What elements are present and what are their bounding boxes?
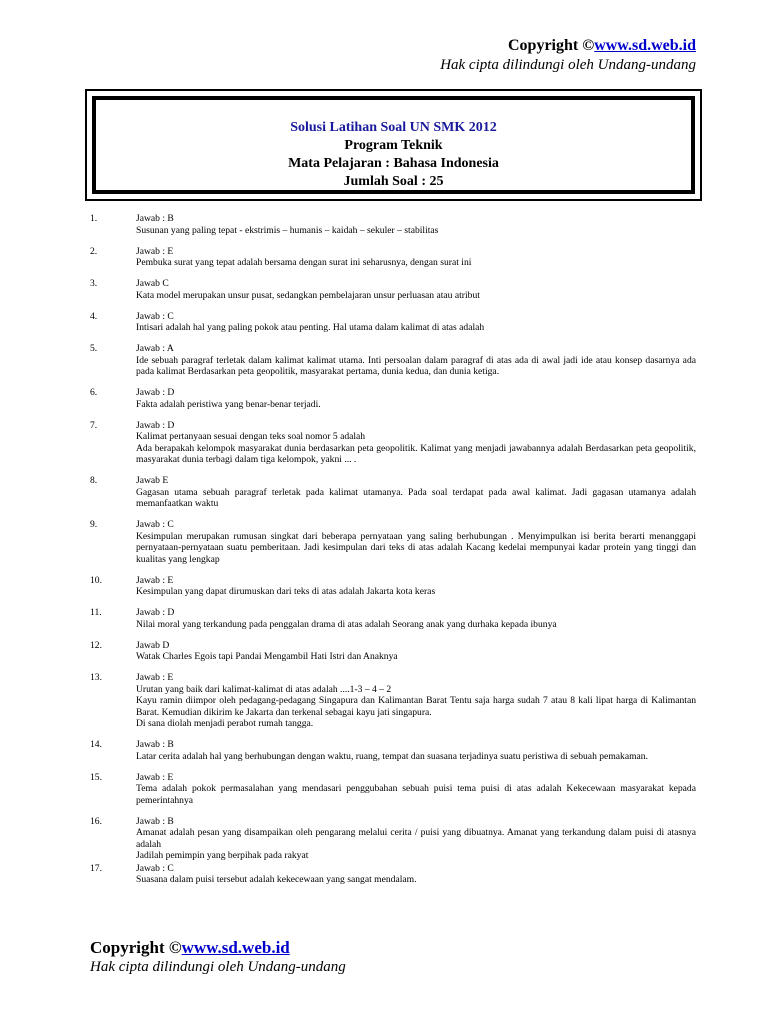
list-item xyxy=(90,772,696,807)
item-body xyxy=(136,387,696,410)
item-body xyxy=(136,475,696,510)
item-number: 16. xyxy=(90,815,102,827)
item-explanation: Nilai moral yang terkandung pada penggalan drama di atas adalah Seorang anak yang durhaka kepada ibunya xyxy=(136,618,557,630)
item-number: 1. xyxy=(90,213,98,224)
item-number: 13. xyxy=(90,672,102,683)
item-number: 10. xyxy=(90,574,102,586)
item-number: 17. xyxy=(90,862,102,874)
item-body xyxy=(136,772,696,807)
doc-title: Solusi Latihan Soal UN SMK 2012 xyxy=(290,120,497,135)
list-item xyxy=(90,816,696,862)
item-answer: Jawab : B xyxy=(136,213,174,224)
item-body xyxy=(136,420,696,466)
item-body xyxy=(136,640,696,663)
item-explanation: Watak Charles Egois tapi Pandai Mengambil Hati Istri dan Anaknya xyxy=(136,651,398,662)
item-body xyxy=(136,816,696,862)
item-explanation: Intisari adalah hal yang paling pokok atau penting. Hal utama dalam kalimat di atas adalah xyxy=(136,322,485,333)
list-item xyxy=(90,475,696,510)
program-label: Program Teknik xyxy=(344,138,443,153)
item-body xyxy=(136,311,696,334)
item-number: 14. xyxy=(90,739,102,750)
list-item xyxy=(90,575,696,598)
item-answer: Jawab : D xyxy=(136,419,175,431)
item-explanation: Kesimpulan yang dapat dirumuskan dari teks di atas adalah Jakarta kota keras xyxy=(136,586,436,597)
title-box-inner xyxy=(92,96,695,194)
item-answer: Jawab C xyxy=(136,278,169,289)
item-explanation: Tema adalah pokok permasalahan yang mendasari penggubahan sebuah puisi tema puisi di atas adalah Kekecewaan masyarakat kepada pemerintahnya xyxy=(136,783,696,806)
item-number: 11. xyxy=(90,607,102,618)
item-answer: Jawab E xyxy=(136,475,169,486)
item-body xyxy=(136,246,696,269)
item-explanation: Kata model merupakan unsur pusat, sedangkan pembelajaran unsur perluasan atau atribut xyxy=(136,289,480,301)
item-explanation: Pembuka surat yang tepat adalah bersama dengan surat ini seharusnya, dengan surat ini xyxy=(136,257,472,268)
footer-copyright: Copyright ©www.sd.web.id xyxy=(90,938,290,957)
item-answer: Jawab : A xyxy=(136,343,174,354)
header-copyright-link[interactable]: www.sd.web.id xyxy=(594,37,696,54)
item-body xyxy=(136,343,696,378)
item-number: 6. xyxy=(90,387,98,398)
item-answer: Jawab : B xyxy=(136,739,174,750)
item-answer: Jawab : E xyxy=(136,245,174,257)
item-body xyxy=(136,519,696,565)
item-answer: Jawab : C xyxy=(136,310,174,322)
list-item xyxy=(90,420,696,466)
item-explanation: Ide sebuah paragraf terletak dalam kalimat kalimat utama. Inti persoalan dalam paragraf di atas ada di awal jadi ide atau konsep dasarnya ada pada kalimat Berdasarkan peta geopolitik, masyarakat pertama, dunia kedua, dan dunia ketiga. xyxy=(136,354,696,377)
item-answer: Jawab : C xyxy=(136,519,174,530)
item-body xyxy=(136,607,696,630)
subject-label: Mata Pelajaran : Bahasa Indonesia xyxy=(288,156,499,171)
item-answer: Jawab : D xyxy=(136,387,175,398)
item-answer: Jawab D xyxy=(136,639,170,651)
footer-copyright-link[interactable]: www.sd.web.id xyxy=(181,938,290,957)
item-explanation: Urutan yang baik dari kalimat-kalimat di atas adalah ....1-3 – 4 – 2 Kayu ramin diimpor oleh pedagang-pedagang Singapura dan Kalimantan Barat Tentu saja harga sudah 7 atau 8 kali lipat harga di Kalimantan Barat. Kemudian dikirim ke Jakarta dan terkenal sebagai kayu jati singapura. Di sana diolah menjadi perabot rumah tangga. xyxy=(136,683,696,729)
item-number: 12. xyxy=(90,639,102,651)
item-answer: Jawab : B xyxy=(136,815,174,827)
item-body xyxy=(136,672,696,730)
list-item xyxy=(90,607,696,630)
list-item xyxy=(90,246,696,269)
question-count: Jumlah Soal : 25 xyxy=(343,174,444,189)
list-item xyxy=(90,311,696,334)
header-copyright: Copyright ©www.sd.web.id xyxy=(508,37,696,54)
list-item xyxy=(90,278,696,301)
list-item xyxy=(90,387,696,410)
item-number: 2. xyxy=(90,245,98,257)
list-item xyxy=(90,672,696,730)
item-body xyxy=(136,278,696,301)
item-explanation: Susunan yang paling tepat - ekstrimis – humanis – kaidah – sekuler – stabilitas xyxy=(136,224,439,236)
item-answer: Jawab : D xyxy=(136,607,175,618)
page-header xyxy=(440,36,696,74)
item-explanation: Kesimpulan merupakan rumusan singkat dari beberapa pernyataan yang saling berhubungan . Menyimpulkan isi berita berarti menanggapi pernyataan-pernyataan suatu pemberitaan. Jadi kesimpulan dari teks di atas adalah Kacang kedelai mempunyai kadar protein yang tinggi dan kualitas yang lengkap xyxy=(136,530,696,565)
item-body xyxy=(136,863,696,886)
answer-list xyxy=(90,213,696,895)
header-subtitle: Hak cipta dilindungi oleh Undang-undang xyxy=(440,57,696,73)
item-explanation: Fakta adalah peristiwa yang benar-benar terjadi. xyxy=(136,398,321,410)
item-number: 15. xyxy=(90,771,102,783)
item-explanation: Latar cerita adalah hal yang berhubungan dengan waktu, ruang, tempat dan suasana terjadinya suatu peristiwa di sebuah pemakaman. xyxy=(136,750,649,762)
item-number: 7. xyxy=(90,419,98,431)
item-answer: Jawab : E xyxy=(136,672,174,683)
footer-subtitle: Hak cipta dilindungi oleh Undang-undang xyxy=(90,959,346,975)
list-item xyxy=(90,343,696,378)
list-item xyxy=(90,863,696,886)
list-item xyxy=(90,213,696,236)
list-item xyxy=(90,739,696,762)
item-number: 9. xyxy=(90,519,98,530)
item-number: 8. xyxy=(90,475,98,486)
item-number: 3. xyxy=(90,278,98,289)
item-number: 4. xyxy=(90,310,98,322)
item-body xyxy=(136,739,696,762)
list-item xyxy=(90,519,696,565)
item-body xyxy=(136,575,696,598)
title-box xyxy=(85,89,702,201)
item-body xyxy=(136,213,696,236)
item-number: 5. xyxy=(90,343,98,354)
list-item xyxy=(90,640,696,663)
item-explanation: Suasana dalam puisi tersebut adalah kekecewaan yang sangat mendalam. xyxy=(136,874,417,885)
item-explanation: Kalimat pertanyaan sesuai dengan teks soal nomor 5 adalah Ada berapakah kelompok masyarakat dunia berdasarkan peta geopolitik. Kalimat yang menjadi jawabannya adalah Berdasarkan peta geopolitik, masyarakat dunia terbagi dalam tiga kelompok, yakni ... . xyxy=(136,431,696,465)
item-answer: Jawab : E xyxy=(136,771,174,783)
item-explanation: Amanat adalah pesan yang disampaikan oleh pengarang melalui cerita / puisi yang dibuatnya. Amanat yang terkandung dalam puisi di atasnya adalah Jadilah pemimpin yang berpihak pada rakyat xyxy=(136,827,696,861)
page-footer xyxy=(90,937,346,976)
item-answer: Jawab : E xyxy=(136,574,174,586)
item-answer: Jawab : C xyxy=(136,862,174,874)
item-explanation: Gagasan utama sebuah paragraf terletak pada kalimat utamanya. Pada soal terdapat pada awal kalimat. Jadi gagasan utamanya adalah memanfaatkan waktu xyxy=(136,486,696,509)
